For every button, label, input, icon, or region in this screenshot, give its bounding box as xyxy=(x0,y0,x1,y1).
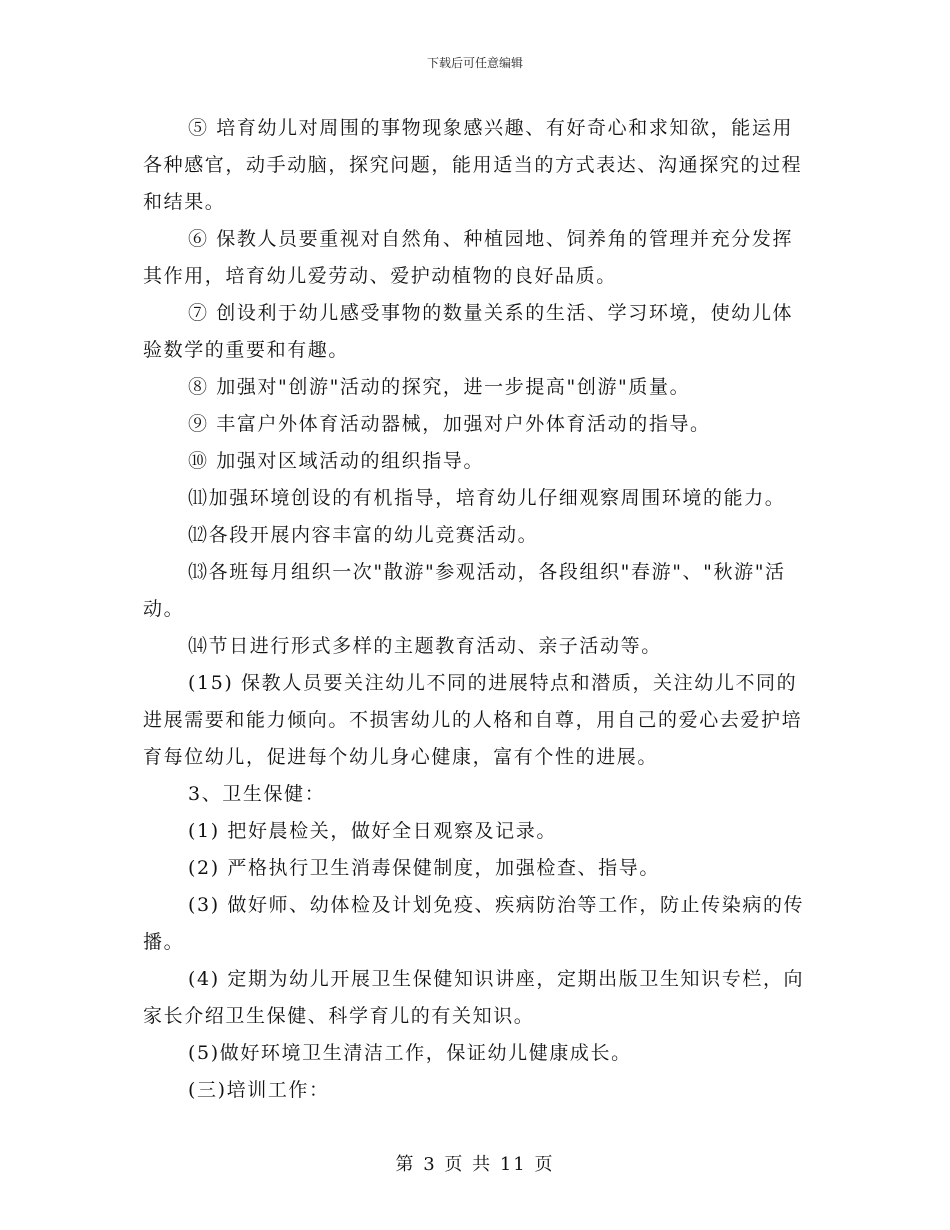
health-item-1: (1) 把好晨检关，做好全日观察及记录。 xyxy=(188,820,557,842)
health-item-4: (4) 定期为幼儿开展卫生保健知识讲座，定期出版卫生知识专栏，向家长介绍卫生保健、科学育儿的有关知识。 xyxy=(143,968,805,1027)
paragraph-item-10: ⑩ 加强对区域活动的组织指导。 xyxy=(188,450,485,472)
paragraph-item-15: (15) 保教人员要关注幼儿不同的进展特点和潜质，关注幼儿不同的进展需要和能力倾向。不损害幼儿的人格和自尊，用自己的爱心去爱护培育每位幼儿，促进每个幼儿身心健康，富有个性的进展。 xyxy=(143,672,803,768)
page-header: 下载后可任意编辑 xyxy=(426,56,523,70)
paragraph-item-14: ⒁节日进行形式多样的主题教育活动、亲子活动等。 xyxy=(188,635,662,657)
paragraph-item-5: ⑤ 培育幼儿对周围的事物现象感兴趣、有好奇心和求知欲，能运用各种感官，动手动脑，探究问题，能用适当的方式表达、沟通探究的过程和结果。 xyxy=(143,117,803,213)
paragraph-item-11: ⑾加强环境创设的有机指导，培育幼儿仔细观察周围环境的能力。 xyxy=(188,487,786,509)
health-item-5: (5)做好环境卫生清洁工作，保证幼儿健康成长。 xyxy=(188,1042,632,1064)
paragraph-item-6: ⑥ 保教人员要重视对自然角、种植园地、饲养角的管理并充分发挥其作用，培育幼儿爱劳动、爱护动植物的良好品质。 xyxy=(143,228,794,287)
section-heading-training: (三)培训工作： xyxy=(188,1079,330,1101)
health-item-2: (2) 严格执行卫生消毒保健制度，加强检查、指导。 xyxy=(188,857,660,879)
paragraph-item-13: ⒀各班每月组织一次"散游"参观活动，各段组织"春游"、"秋游"活动。 xyxy=(143,561,786,620)
paragraph-item-8: ⑧ 加强对"创游"活动的探究，进一步提高"创游"质量。 xyxy=(188,376,691,398)
paragraph-item-12: ⑿各段开展内容丰富的幼儿竞赛活动。 xyxy=(188,524,539,546)
paragraph-item-9: ⑨ 丰富户外体育活动器械，加强对户外体育活动的指导。 xyxy=(188,413,711,435)
page-footer: 第 3 页 共 11 页 xyxy=(395,1154,555,1175)
section-heading-health: 3、卫生保健： xyxy=(188,783,326,805)
health-item-3: (3) 做好师、幼体检及计划免疫、疾病防治等工作，防止传染病的传播。 xyxy=(143,894,805,953)
paragraph-item-7: ⑦ 创设利于幼儿感受事物的数量关系的生活、学习环境，使幼儿体验数学的重要和有趣。 xyxy=(143,302,794,361)
document-body xyxy=(143,110,813,1109)
